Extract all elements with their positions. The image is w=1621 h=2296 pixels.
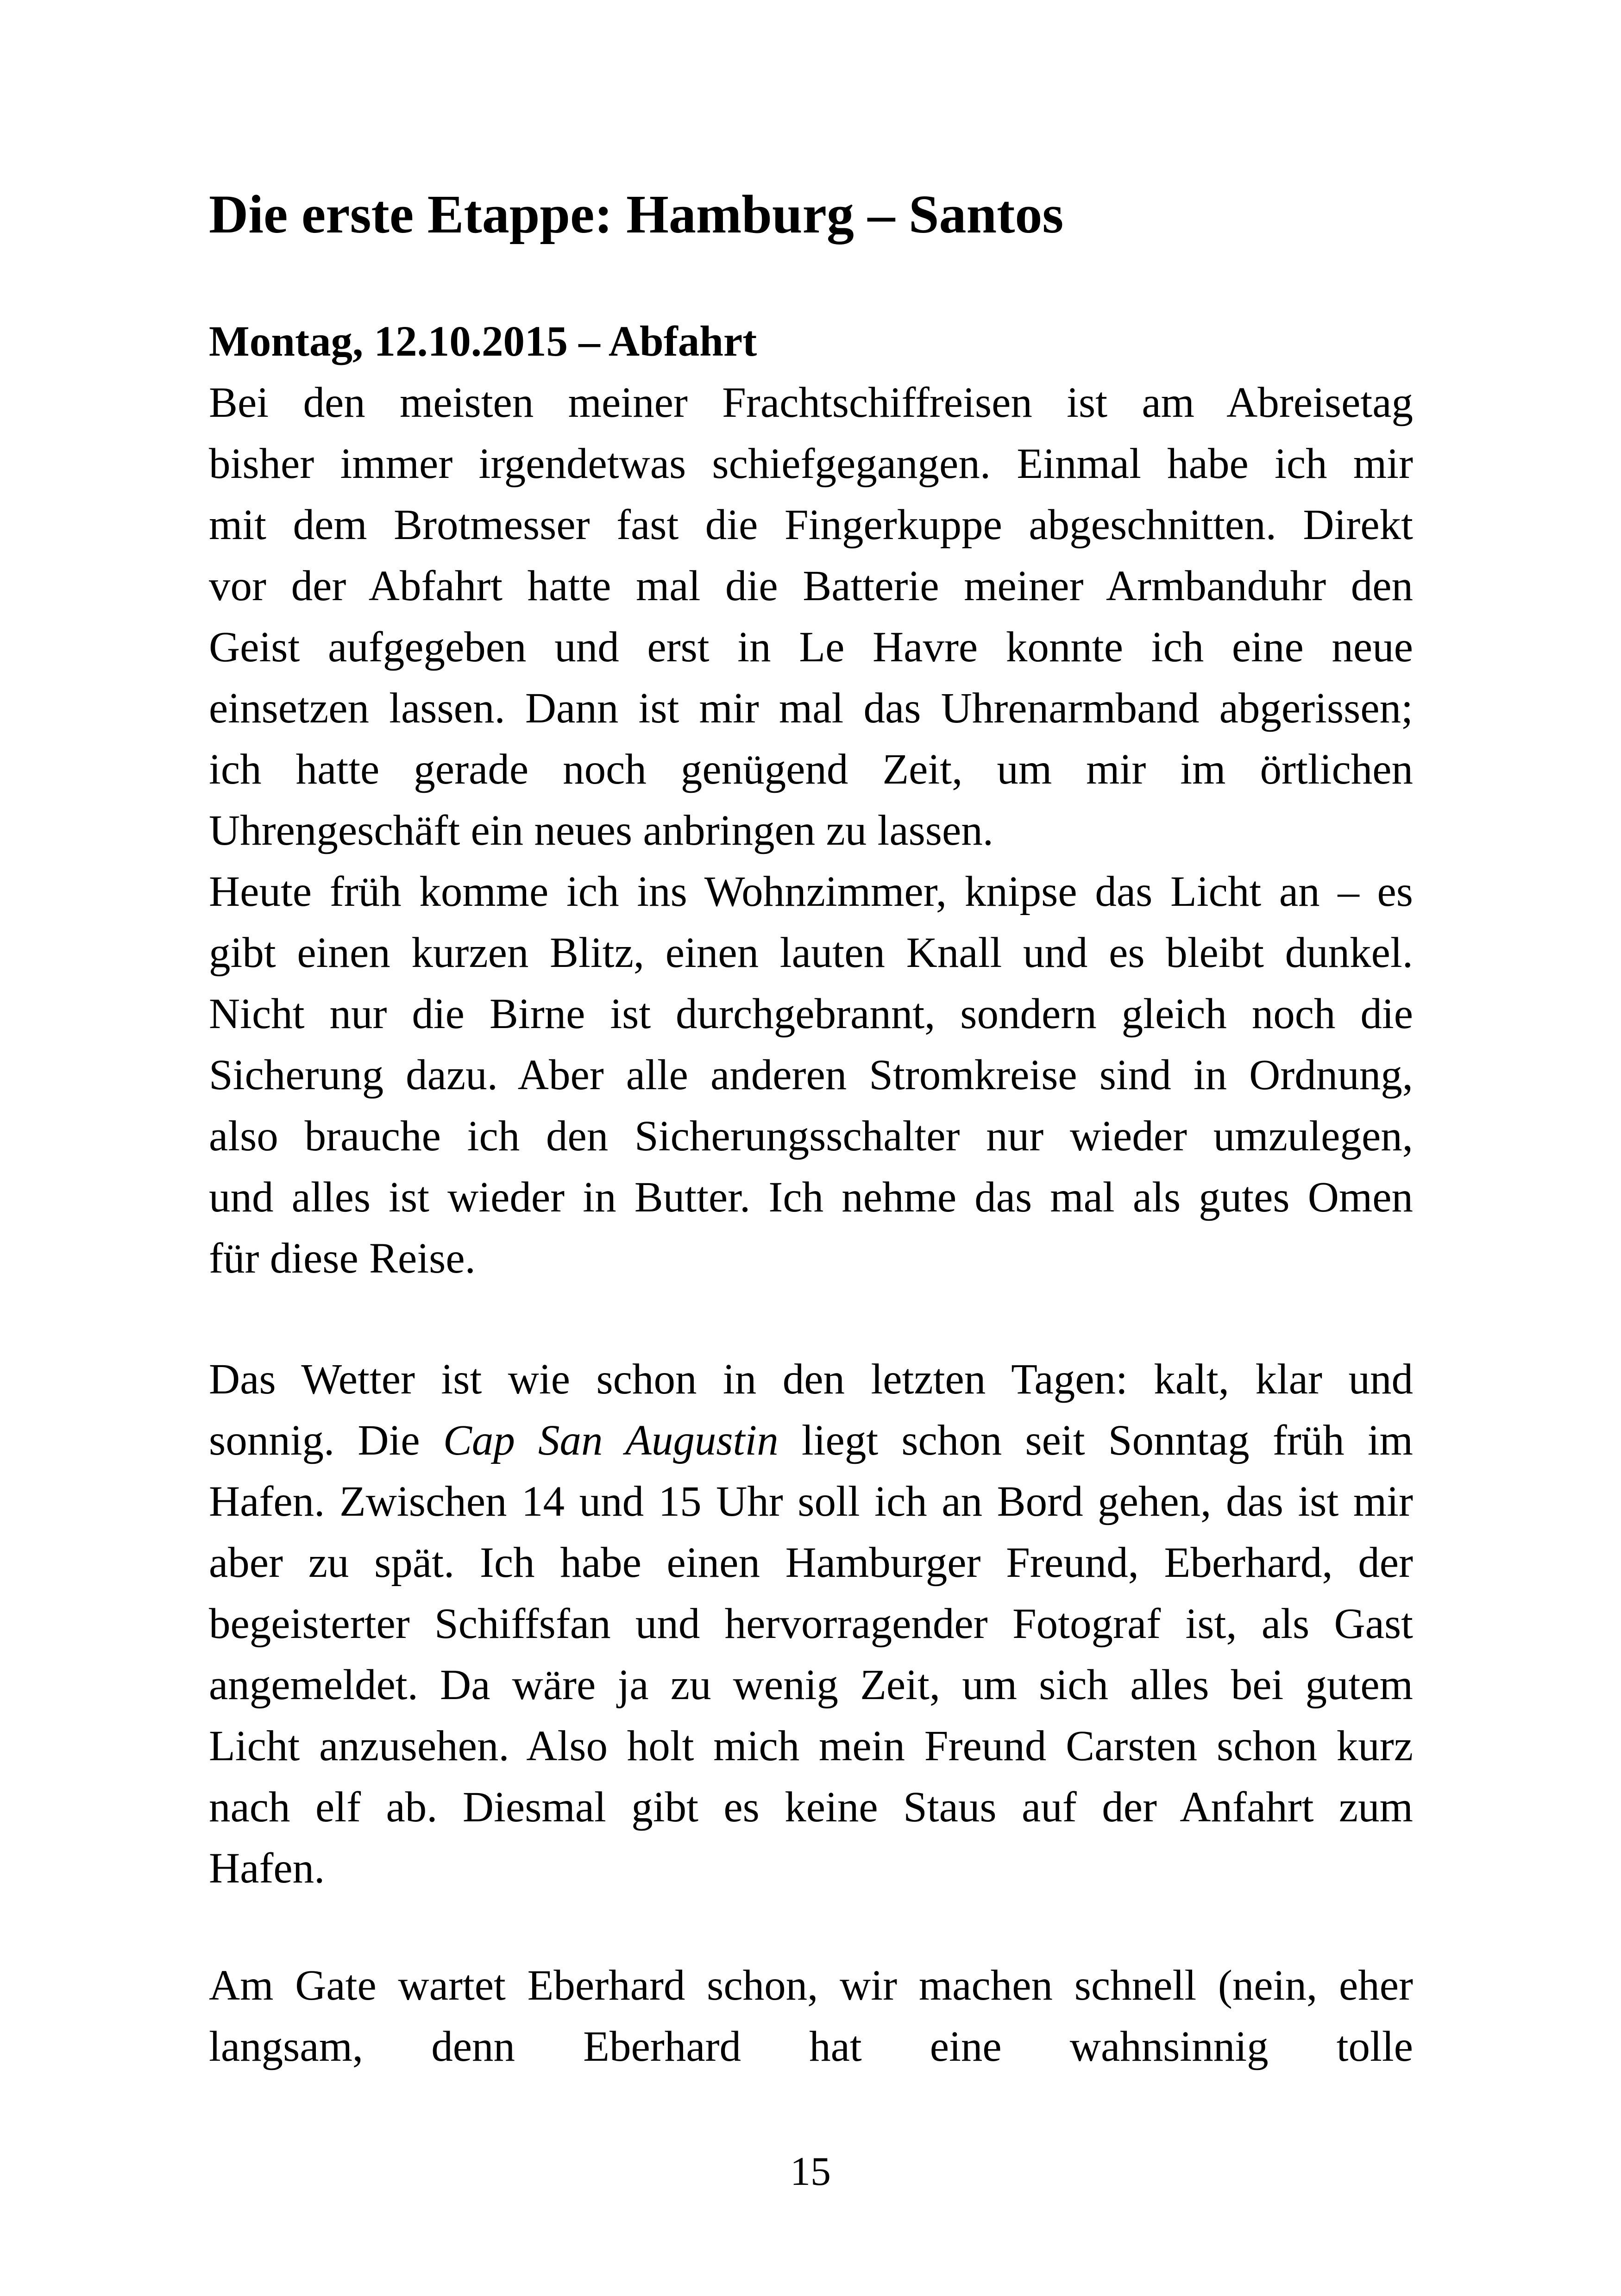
text-fragment: liegt schon seit Sonntag früh im [778,1417,1414,1464]
text-line: ich hatte gerade noch genügend Zeit, um mir im örtlichen [209,746,1413,793]
text-line: und alles ist wieder in Butter. Ich nehme das mal als gutes Omen [209,1173,1413,1221]
text-line: nach elf ab. Diesmal gibt es keine Staus auf der Anfahrt zum [209,1783,1413,1831]
text-line: Hafen. Zwischen 14 und 15 Uhr soll ich an Bord gehen, das ist mir [209,1478,1413,1525]
text-line: einsetzen lassen. Dann ist mir mal das Uhrenarmband abgerissen; [209,684,1413,732]
text-line: also brauche ich den Sicherungsschalter nur wieder umzulegen, [209,1112,1413,1160]
text-line: vor der Abfahrt hatte mal die Batterie meiner Armbanduhr den [209,562,1413,610]
text-line: angemeldet. Da wäre ja zu wenig Zeit, um sich alles bei gutem [209,1661,1413,1709]
ship-name: Cap San Augustin [443,1417,779,1464]
text-line: begeisterter Schiffsfan und hervorragender Fotograf ist, als Gast [209,1600,1413,1648]
entry-heading: Montag, 12.10.2015 – Abfahrt [209,318,757,365]
text-line: Am Gate wartet Eberhard schon, wir machen schnell (nein, eher [209,1962,1413,2009]
text-line: Uhrengeschäft ein neues anbringen zu lassen. [209,807,994,854]
paragraph-1 [209,311,1413,1289]
text-line: bisher immer irgendetwas schiefgegangen. Einmal habe ich mir [209,440,1413,488]
page-number: 15 [790,2149,831,2194]
text-line: mit dem Brotmesser fast die Fingerkuppe abgeschnitten. Direkt [209,501,1413,549]
text-line: Licht anzusehen. Also holt mich mein Freund Carsten schon kurz [209,1722,1413,1770]
text-line: Heute früh komme ich ins Wohnzimmer, knipse das Licht an – es [209,868,1413,916]
text-line: Hafen. [209,1844,325,1892]
text-line: gibt einen kurzen Blitz, einen lauten Knall und es bleibt dunkel. [209,929,1413,977]
text-line: für diese Reise. [209,1235,476,1282]
text-line: Geist aufgegeben und erst in Le Havre konnte ich eine neue [209,623,1413,671]
text-line: langsam, denn Eberhard hat eine wahnsinnig tolle [209,2023,1413,2070]
text-fragment: sonnig. Die [209,1417,443,1464]
text-line-with-ship-name [209,1410,1413,1471]
text-line: Das Wetter ist wie schon in den letzten Tagen: kalt, klar und [209,1355,1413,1403]
text-line: aber zu spät. Ich habe einen Hamburger Freund, Eberhard, der [209,1539,1413,1587]
chapter-title: Die erste Etappe: Hamburg – Santos [209,184,1064,245]
paragraph-4 [209,1955,1413,2077]
text-line: Nicht nur die Birne ist durchgebrannt, sondern gleich noch die [209,990,1413,1038]
paragraph-3 [209,1349,1413,1899]
text-line: Sicherung dazu. Aber alle anderen Stromkreise sind in Ordnung, [209,1051,1413,1099]
text-line: Bei den meisten meiner Frachtschiffreisen ist am Abreisetag [209,379,1413,427]
